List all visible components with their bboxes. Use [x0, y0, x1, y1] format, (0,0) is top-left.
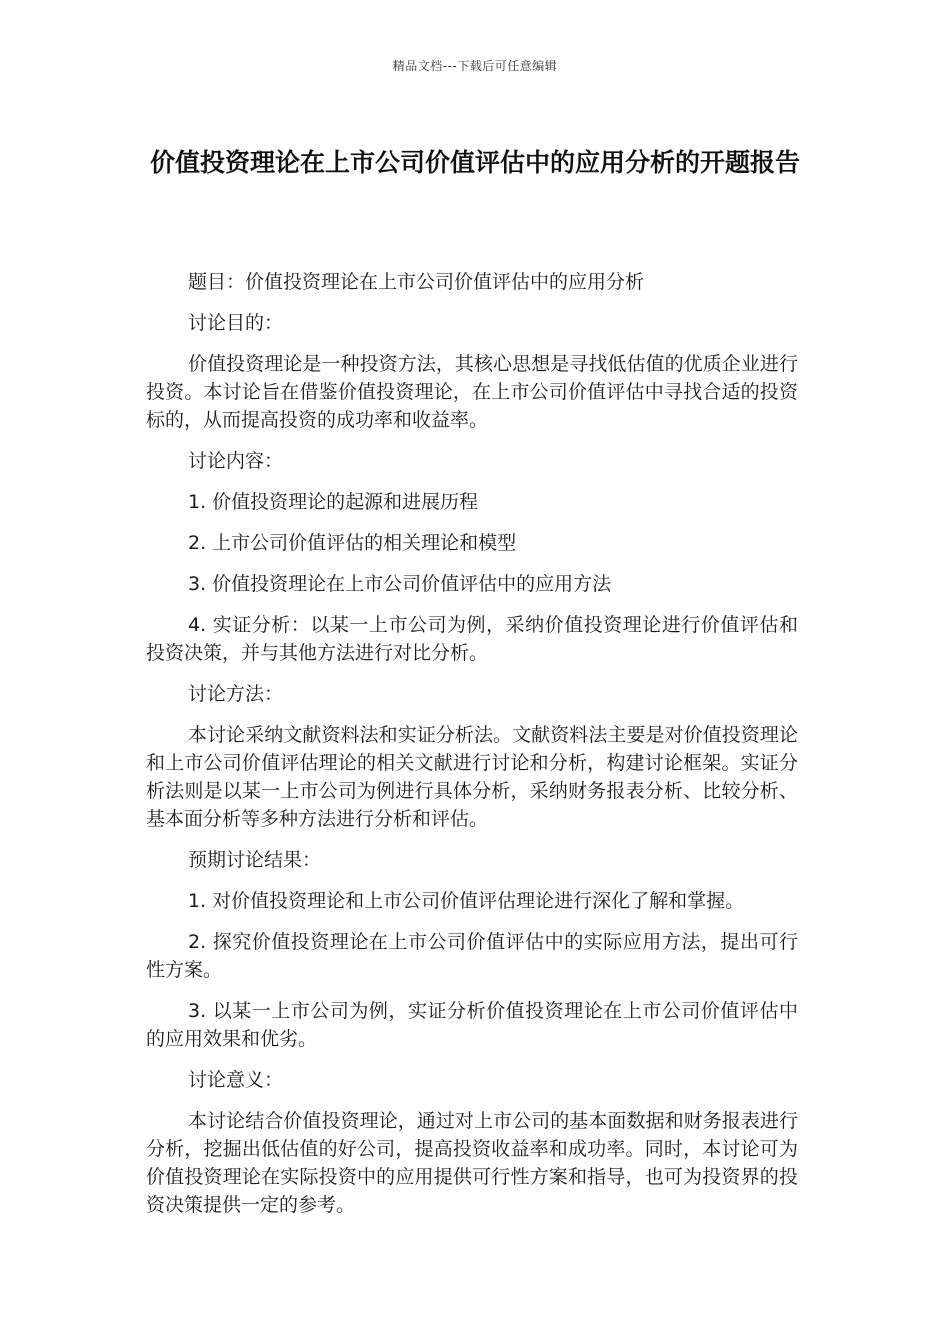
- content-item-3: 3. 价值投资理论在上市公司价值评估中的应用方法: [188, 573, 612, 595]
- paragraph-purpose: 价值投资理论是一种投资方法，其核心思想是寻找低估值的优质企业进行投资。本讨论旨在借鉴价值投资理论，在上市公司价值评估中寻找合适的投资标的，从而提高投资的成功率和收益率。: [146, 353, 798, 431]
- content-item-1: 1. 价值投资理论的起源和进展历程: [188, 491, 479, 513]
- result-item-3: 3. 以某一上市公司为例，实证分析价值投资理论在上市公司价值评估中的应用效果和优劣。: [146, 1000, 798, 1050]
- content-item-4: 4. 实证分析：以某一上市公司为例，采纳价值投资理论进行价值评估和投资决策，并与其他方法进行对比分析。: [146, 614, 798, 664]
- heading-method: 讨论方法：: [188, 683, 284, 705]
- heading-purpose: 讨论目的：: [188, 312, 284, 334]
- content-item-2: 2. 上市公司价值评估的相关理论和模型: [188, 532, 517, 554]
- document-title: 价值投资理论在上市公司价值评估中的应用分析的开题报告: [149, 148, 800, 177]
- heading-content: 讨论内容：: [188, 450, 284, 472]
- paragraph-method: 本讨论采纳文献资料法和实证分析法。文献资料法主要是对价值投资理论和上市公司价值评估理论的相关文献进行讨论和分析，构建讨论框架。实证分析法则是以某一上市公司为例进行具体分析，采纳财务报表分析、比较分析、基本面分析等多种方法进行分析和评估。: [146, 724, 798, 830]
- heading-expected-results: 预期讨论结果：: [188, 849, 322, 871]
- heading-significance: 讨论意义：: [188, 1069, 284, 1091]
- paragraph-topic: 题目：价值投资理论在上市公司价值评估中的应用分析: [188, 271, 645, 293]
- document-body: [146, 268, 798, 1232]
- result-item-1: 1. 对价值投资理论和上市公司价值评估理论进行深化了解和掌握。: [188, 890, 745, 912]
- header-note: 精品文档---下载后可任意编辑: [392, 59, 558, 73]
- result-item-2: 2. 探究价值投资理论在上市公司价值评估中的实际应用方法，提出可行性方案。: [146, 931, 798, 981]
- paragraph-significance: 本讨论结合价值投资理论，通过对上市公司的基本面数据和财务报表进行分析，挖掘出低估值的好公司，提高投资收益率和成功率。同时，本讨论可为价值投资理论在实际投资中的应用提供可行性方案和指导，也可为投资界的投资决策提供一定的参考。: [146, 1110, 798, 1216]
